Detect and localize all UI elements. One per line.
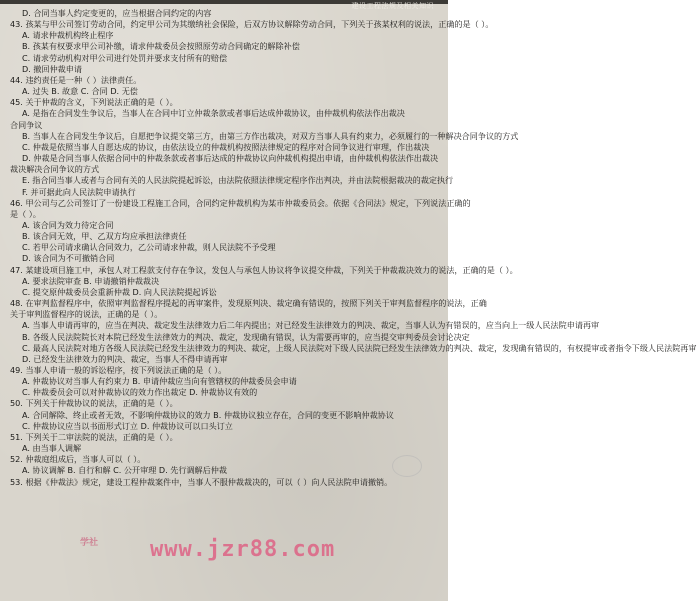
page-header-strip xyxy=(0,0,448,10)
text-line: C. 仲裁是依照当事人自愿达成的协议，由依法设立的仲裁机构按照法律规定的程序对合同争议进行审理，作出裁决 xyxy=(22,141,430,152)
text-line: D. 合同当事人约定变更的，应当根据合同约定的内容 xyxy=(22,8,212,18)
text-line: 45. 关于仲裁的含义，下列说法正确的是（ ）。 xyxy=(10,97,178,108)
text-line: C. 提交原仲裁委员会重新仲裁 D. 向人民法院提起诉讼 xyxy=(22,286,217,297)
text-line: 50. 下列关于仲裁协议的说法，正确的是（ ）。 xyxy=(10,398,178,409)
text-line: 关于审判监督程序的说法，正确的是（ ）。 xyxy=(10,309,163,320)
text-line: 46. 甲公司与乙公司签订了一份建设工程施工合同，合同约定仲裁机构为某市仲裁委员会。依据《合同法》规定，下列说法正确的 xyxy=(10,197,471,208)
page-header-title: 建设工程法规及相关知识 xyxy=(351,2,434,10)
text-line: B. 该合同无效，甲、乙双方均应承担法律责任 xyxy=(22,231,187,242)
text-line: A. 由当事人调解 xyxy=(22,443,82,454)
watermark-stamp: 学社 xyxy=(80,538,99,548)
exam-question-text xyxy=(10,8,697,488)
text-line: E. 指合同当事人或者与合同有关的人民法院提起诉讼，由法院依照法律规定程序作出判决，并由法院根据裁决的裁定执行 xyxy=(22,175,454,186)
text-line: 47. 某建设项目施工中，承包人对工程款支付存在争议，发包人与承包人协议将争议提交仲裁，下列关于仲裁裁决效力的说法，正确的是（ ）。 xyxy=(10,264,518,275)
text-line: 43. 孩某与甲公司签订劳动合同，约定甲公司为其缴纳社会保险，后双方协议解除劳动合同，下列关于孩某权利的说法，正确的是（ ）。 xyxy=(10,19,494,30)
text-line: A. 过失 B. 故意 C. 合同 D. 无偿 xyxy=(22,86,138,97)
text-line: C. 若甲公司请求确认合同效力，乙公司请求仲裁，则人民法院不予受理 xyxy=(22,242,276,253)
text-line: A. 协议调解 B. 自行和解 C. 公开审理 D. 先行调解后仲裁 xyxy=(22,465,227,476)
text-line: A. 要求法院审查 B. 申请撤销仲裁裁决 xyxy=(22,275,160,286)
text-line: 裁决解决合同争议的方式 xyxy=(10,164,100,175)
text-line: A. 是指在合同发生争议后，当事人在合同中订立仲裁条款或者事后达成仲裁协议，由仲裁机构依法作出裁决 xyxy=(22,108,405,119)
text-line: C. 仲裁协议应当以书面形式订立 D. 仲裁协议可以口头订立 xyxy=(22,420,233,431)
text-line: A. 该合同为效力待定合同 xyxy=(22,219,114,230)
text-line: D. 已经发生法律效力的判决、裁定，当事人不得申请再审 xyxy=(22,353,228,364)
text-line: C. 最高人民法院对地方各级人民法院已经发生法律效力的判决、裁定，上级人民法院对下级人民法院已经发生法律效力的判决、裁定，发现确有错误的，有权提审或者指令下级人民法院再审 xyxy=(22,342,697,353)
text-line: 51. 下列关于二审法院的说法，正确的是（ ）。 xyxy=(10,431,178,442)
text-line: B. 各级人民法院院长对本院已经发生法律效力的判决、裁定，发现确有错误，认为需要再审的，应当提交审判委员会讨论决定 xyxy=(22,331,470,342)
text-line: 是（ ）。 xyxy=(10,208,41,219)
text-line: A. 请求仲裁机构终止程序 xyxy=(22,30,114,41)
text-line: 52. 仲裁庭组成后，当事人可以（ ）。 xyxy=(10,454,146,465)
text-line: C. 请求劳动机构对甲公司进行处罚并要求支付所有的赔偿 xyxy=(22,52,228,63)
text-line: A. 当事人申请再审的，应当在判决、裁定发生法律效力后二年内提出；对已经发生法律效力的判决、裁定，当事人认为有错误的，应当向上一级人民法院申请再审 xyxy=(22,320,600,331)
text-line: F. 并可据此向人民法院申请执行 xyxy=(22,186,136,197)
text-line: 合同争议 xyxy=(10,119,43,130)
text-line: B. 当事人在合同发生争议后，自愿把争议提交第三方，由第三方作出裁决，对双方当事人具有约束力，必须履行的一种解决合同争议的方式 xyxy=(22,130,519,141)
faint-circle-mark xyxy=(392,455,422,477)
text-line: D. 该合同为不可撤销合同 xyxy=(22,253,115,264)
text-line: B. 孩某有权要求甲公司补缴，请求仲裁委员会按照原劳动合同确定的解除补偿 xyxy=(22,41,300,52)
text-line: A. 合同解除、终止或者无效，不影响仲裁协议的效力 B. 仲裁协议独立存在，合同的变更不影响仲裁协议 xyxy=(22,409,394,420)
text-line: D. 撤回仲裁申请 xyxy=(22,63,82,74)
text-line: C. 仲裁委员会可以对仲裁协议的效力作出裁定 D. 仲裁协议有效的 xyxy=(22,387,258,398)
website-watermark: www.jzr88.com xyxy=(150,537,336,562)
text-line: 49. 当事人申请一般的诉讼程序，按下列说法正确的是（ ）。 xyxy=(10,365,227,375)
text-line: 44. 违约责任是一种（ ）法律责任。 xyxy=(10,74,142,85)
text-line: A. 仲裁协议对当事人有约束力 B. 申请仲裁应当向有管辖权的仲裁委员会申请 xyxy=(22,376,297,387)
text-line: 53. 根据《仲裁法》规定，建设工程仲裁案件中，当事人不服仲裁裁决的，可以（ ）向人民法院申请撤销。 xyxy=(10,476,393,487)
text-line: 48. 在审判监督程序中，依照审判监督程序提起的再审案件，发现原判决、裁定确有错误的，按照下列关于审判监督程序的说法，正确 xyxy=(10,298,487,309)
text-line: D. 仲裁是合同当事人依据合同中的仲裁条款或者事后达成的仲裁协议向仲裁机构提出申请，由仲裁机构依法作出裁决 xyxy=(22,153,439,164)
